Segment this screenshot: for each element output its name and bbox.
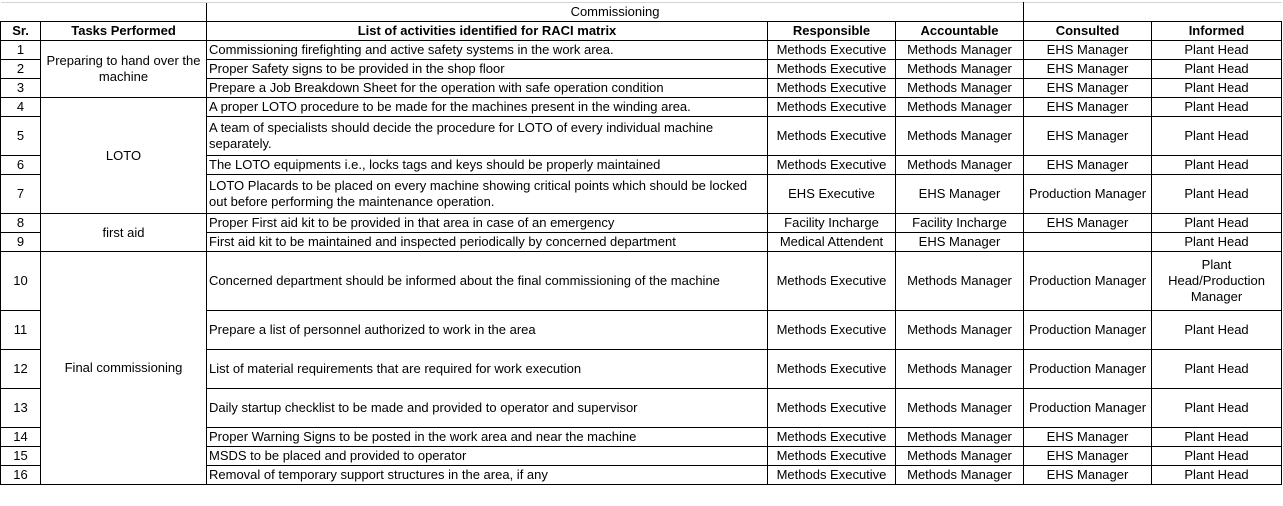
informed-cell[interactable]: Plant Head — [1152, 41, 1282, 60]
sr-cell[interactable]: 7 — [1, 175, 41, 214]
consulted-cell[interactable]: EHS Manager — [1024, 214, 1152, 233]
consulted-cell[interactable]: EHS Manager — [1024, 117, 1152, 156]
consulted-cell[interactable]: Production Manager — [1024, 252, 1152, 311]
activity-cell[interactable]: Proper Safety signs to be provided in the shop floor — [207, 60, 768, 79]
accountable-cell[interactable]: Methods Manager — [896, 350, 1024, 389]
informed-cell[interactable]: Plant Head — [1152, 214, 1282, 233]
sr-cell[interactable]: 16 — [1, 466, 41, 485]
header-consulted[interactable]: Consulted — [1024, 22, 1152, 41]
informed-cell[interactable]: Plant Head — [1152, 447, 1282, 466]
header-accountable[interactable]: Accountable — [896, 22, 1024, 41]
activity-cell[interactable]: Prepare a list of personnel authorized to work in the area — [207, 311, 768, 350]
consulted-cell[interactable]: EHS Manager — [1024, 79, 1152, 98]
informed-cell[interactable]: Plant Head — [1152, 60, 1282, 79]
consulted-cell[interactable]: Production Manager — [1024, 350, 1152, 389]
sr-cell[interactable]: 10 — [1, 252, 41, 311]
responsible-cell[interactable]: Methods Executive — [768, 428, 896, 447]
consulted-cell[interactable]: EHS Manager — [1024, 428, 1152, 447]
consulted-cell[interactable]: Production Manager — [1024, 311, 1152, 350]
informed-cell[interactable]: Plant Head — [1152, 311, 1282, 350]
activity-cell[interactable]: Removal of temporary support structures in the area, if any — [207, 466, 768, 485]
responsible-cell[interactable]: Methods Executive — [768, 311, 896, 350]
accountable-cell[interactable]: Methods Manager — [896, 389, 1024, 428]
header-tasks[interactable]: Tasks Performed — [41, 22, 207, 41]
sr-cell[interactable]: 12 — [1, 350, 41, 389]
informed-cell[interactable]: Plant Head — [1152, 175, 1282, 214]
responsible-cell[interactable]: Facility Incharge — [768, 214, 896, 233]
accountable-cell[interactable]: Methods Manager — [896, 156, 1024, 175]
table-row — [1, 41, 1282, 60]
sr-cell[interactable]: 9 — [1, 233, 41, 252]
activity-cell[interactable]: A proper LOTO procedure to be made for the machines present in the winding area. — [207, 98, 768, 117]
responsible-cell[interactable]: Methods Executive — [768, 466, 896, 485]
activity-cell[interactable]: Commissioning firefighting and active safety systems in the work area. — [207, 41, 768, 60]
responsible-cell[interactable]: Methods Executive — [768, 98, 896, 117]
activity-cell[interactable]: Prepare a Job Breakdown Sheet for the operation with safe operation condition — [207, 79, 768, 98]
consulted-cell[interactable] — [1024, 233, 1152, 252]
informed-cell[interactable]: Plant Head — [1152, 79, 1282, 98]
sr-cell[interactable]: 15 — [1, 447, 41, 466]
task-cell[interactable]: Final commissioning — [41, 252, 207, 485]
sr-cell[interactable]: 2 — [1, 60, 41, 79]
responsible-cell[interactable]: Methods Executive — [768, 117, 896, 156]
informed-cell[interactable]: Plant Head — [1152, 98, 1282, 117]
accountable-cell[interactable]: Methods Manager — [896, 79, 1024, 98]
accountable-cell[interactable]: Methods Manager — [896, 466, 1024, 485]
informed-cell[interactable]: Plant Head — [1152, 466, 1282, 485]
responsible-cell[interactable]: Methods Executive — [768, 350, 896, 389]
consulted-cell[interactable]: EHS Manager — [1024, 466, 1152, 485]
informed-cell[interactable]: Plant Head — [1152, 233, 1282, 252]
informed-cell[interactable]: Plant Head — [1152, 156, 1282, 175]
task-cell[interactable]: first aid — [41, 214, 207, 252]
consulted-cell[interactable]: EHS Manager — [1024, 41, 1152, 60]
responsible-cell[interactable]: Methods Executive — [768, 156, 896, 175]
table-row — [1, 252, 1282, 311]
sr-cell[interactable]: 11 — [1, 311, 41, 350]
responsible-cell[interactable]: Medical Attendent — [768, 233, 896, 252]
activity-cell[interactable]: Daily startup checklist to be made and provided to operator and supervisor — [207, 389, 768, 428]
consulted-cell[interactable]: EHS Manager — [1024, 447, 1152, 466]
sr-cell[interactable]: 1 — [1, 41, 41, 60]
consulted-cell[interactable]: EHS Manager — [1024, 156, 1152, 175]
table-row — [1, 214, 1282, 233]
informed-cell[interactable]: Plant Head — [1152, 350, 1282, 389]
accountable-cell[interactable]: Methods Manager — [896, 428, 1024, 447]
informed-cell[interactable]: Plant Head — [1152, 428, 1282, 447]
header-sr[interactable]: Sr. — [1, 22, 41, 41]
responsible-cell[interactable]: EHS Executive — [768, 175, 896, 214]
responsible-cell[interactable]: Methods Executive — [768, 447, 896, 466]
accountable-cell[interactable]: Facility Incharge — [896, 214, 1024, 233]
consulted-cell[interactable]: EHS Manager — [1024, 98, 1152, 117]
raci-table — [0, 2, 1282, 485]
responsible-cell[interactable]: Methods Executive — [768, 252, 896, 311]
informed-cell[interactable]: Plant Head — [1152, 117, 1282, 156]
activity-cell[interactable]: Proper Warning Signs to be posted in the work area and near the machine — [207, 428, 768, 447]
responsible-cell[interactable]: Methods Executive — [768, 389, 896, 428]
accountable-cell[interactable]: Methods Manager — [896, 252, 1024, 311]
accountable-cell[interactable]: Methods Manager — [896, 98, 1024, 117]
sr-cell[interactable]: 4 — [1, 98, 41, 117]
responsible-cell[interactable]: Methods Executive — [768, 60, 896, 79]
sr-cell[interactable]: 5 — [1, 117, 41, 156]
informed-cell[interactable]: Plant Head/Production Manager — [1152, 252, 1282, 311]
accountable-cell[interactable]: EHS Manager — [896, 233, 1024, 252]
activity-cell[interactable]: First aid kit to be maintained and inspected periodically by concerned department — [207, 233, 768, 252]
header-activities[interactable]: List of activities identified for RACI matrix — [207, 22, 768, 41]
accountable-cell[interactable]: Methods Manager — [896, 447, 1024, 466]
activity-cell[interactable]: Proper First aid kit to be provided in that area in case of an emergency — [207, 214, 768, 233]
activity-cell[interactable]: MSDS to be placed and provided to operator — [207, 447, 768, 466]
task-cell[interactable]: Preparing to hand over the machine — [41, 41, 207, 98]
task-cell[interactable]: LOTO — [41, 98, 207, 214]
consulted-cell[interactable]: EHS Manager — [1024, 60, 1152, 79]
activity-cell[interactable]: List of material requirements that are required for work execution — [207, 350, 768, 389]
accountable-cell[interactable]: Methods Manager — [896, 60, 1024, 79]
activity-cell[interactable]: Concerned department should be informed about the final commissioning of the machine — [207, 252, 768, 311]
sheet-title[interactable]: Commissioning — [207, 3, 1024, 22]
consulted-cell[interactable]: Production Manager — [1024, 389, 1152, 428]
sr-cell[interactable]: 3 — [1, 79, 41, 98]
header-informed[interactable]: Informed — [1152, 22, 1282, 41]
accountable-cell[interactable]: Methods Manager — [896, 117, 1024, 156]
responsible-cell[interactable]: Methods Executive — [768, 79, 896, 98]
table-row — [1, 98, 1282, 117]
consulted-cell[interactable]: Production Manager — [1024, 175, 1152, 214]
header-responsible[interactable]: Responsible — [768, 22, 896, 41]
accountable-cell[interactable]: Methods Manager — [896, 311, 1024, 350]
accountable-cell[interactable]: EHS Manager — [896, 175, 1024, 214]
informed-cell[interactable]: Plant Head — [1152, 389, 1282, 428]
sr-cell[interactable]: 13 — [1, 389, 41, 428]
responsible-cell[interactable]: Methods Executive — [768, 41, 896, 60]
accountable-cell[interactable]: Methods Manager — [896, 41, 1024, 60]
activity-cell[interactable]: The LOTO equipments i.e., locks tags and keys should be properly maintained — [207, 156, 768, 175]
activity-cell[interactable]: A team of specialists should decide the procedure for LOTO of every individual machine separately. — [207, 117, 768, 156]
sr-cell[interactable]: 6 — [1, 156, 41, 175]
activity-cell[interactable]: LOTO Placards to be placed on every machine showing critical points which should be locked out before performing the maintenance operation. — [207, 175, 768, 214]
sr-cell[interactable]: 14 — [1, 428, 41, 447]
sr-cell[interactable]: 8 — [1, 214, 41, 233]
